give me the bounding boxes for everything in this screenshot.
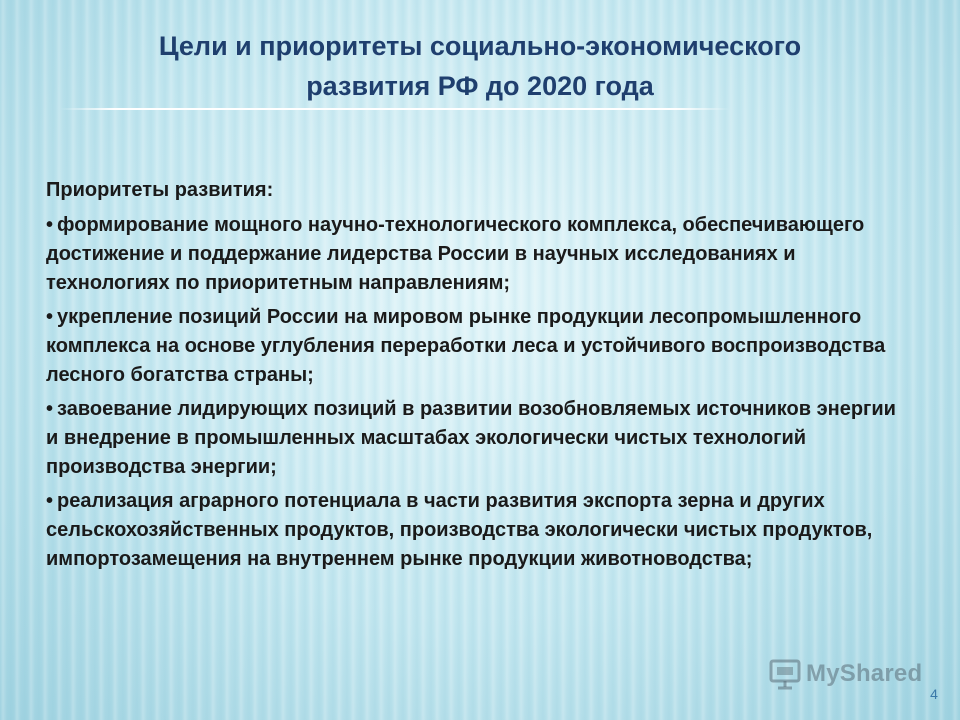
bullet-icon: •	[46, 306, 54, 328]
list-item-text: укрепление позиций России на мировом рынке продукции лесопромышленного комплекса на основе углубления переработки леса и устойчивого воспроизводства лесного богатства страны;	[46, 306, 886, 386]
list-item-text: формирование мощного научно-технологического комплекса, обеспечивающего достижение и поддержание лидерства России в научных исследованиях и технологиях по приоритетным направлениям;	[46, 214, 865, 294]
list-item-text: реализация аграрного потенциала в части развития экспорта зерна и других сельскохозяйственных продуктов, производства экологически чистых продуктов, импортозамещения на внутреннем рынке продукции животноводства;	[46, 490, 873, 570]
slide-content	[46, 176, 906, 579]
presentation-screen-icon	[768, 657, 802, 691]
watermark-text: MyShared	[806, 660, 923, 687]
slide-title	[60, 26, 900, 106]
slide-title-line-1: Цели и приоритеты социально-экономического	[158, 31, 802, 61]
bullet-icon: •	[46, 398, 54, 420]
list-item	[46, 211, 906, 298]
bullet-icon: •	[46, 214, 54, 236]
list-item	[46, 303, 906, 390]
list-item	[46, 395, 906, 482]
page-number: 4	[930, 686, 938, 702]
list-item-text: завоевание лидирующих позиций в развитии возобновляемых источников энергии и внедрение в промышленных масштабах экологически чистых технологий производства энергии;	[46, 398, 896, 478]
title-divider	[60, 108, 730, 110]
priorities-heading: Приоритеты развития:	[46, 179, 274, 201]
slide-title-line-2: развития РФ до 2020 года	[306, 71, 654, 101]
myshared-watermark	[768, 656, 922, 692]
bullet-icon: •	[46, 490, 54, 512]
list-item	[46, 487, 906, 574]
